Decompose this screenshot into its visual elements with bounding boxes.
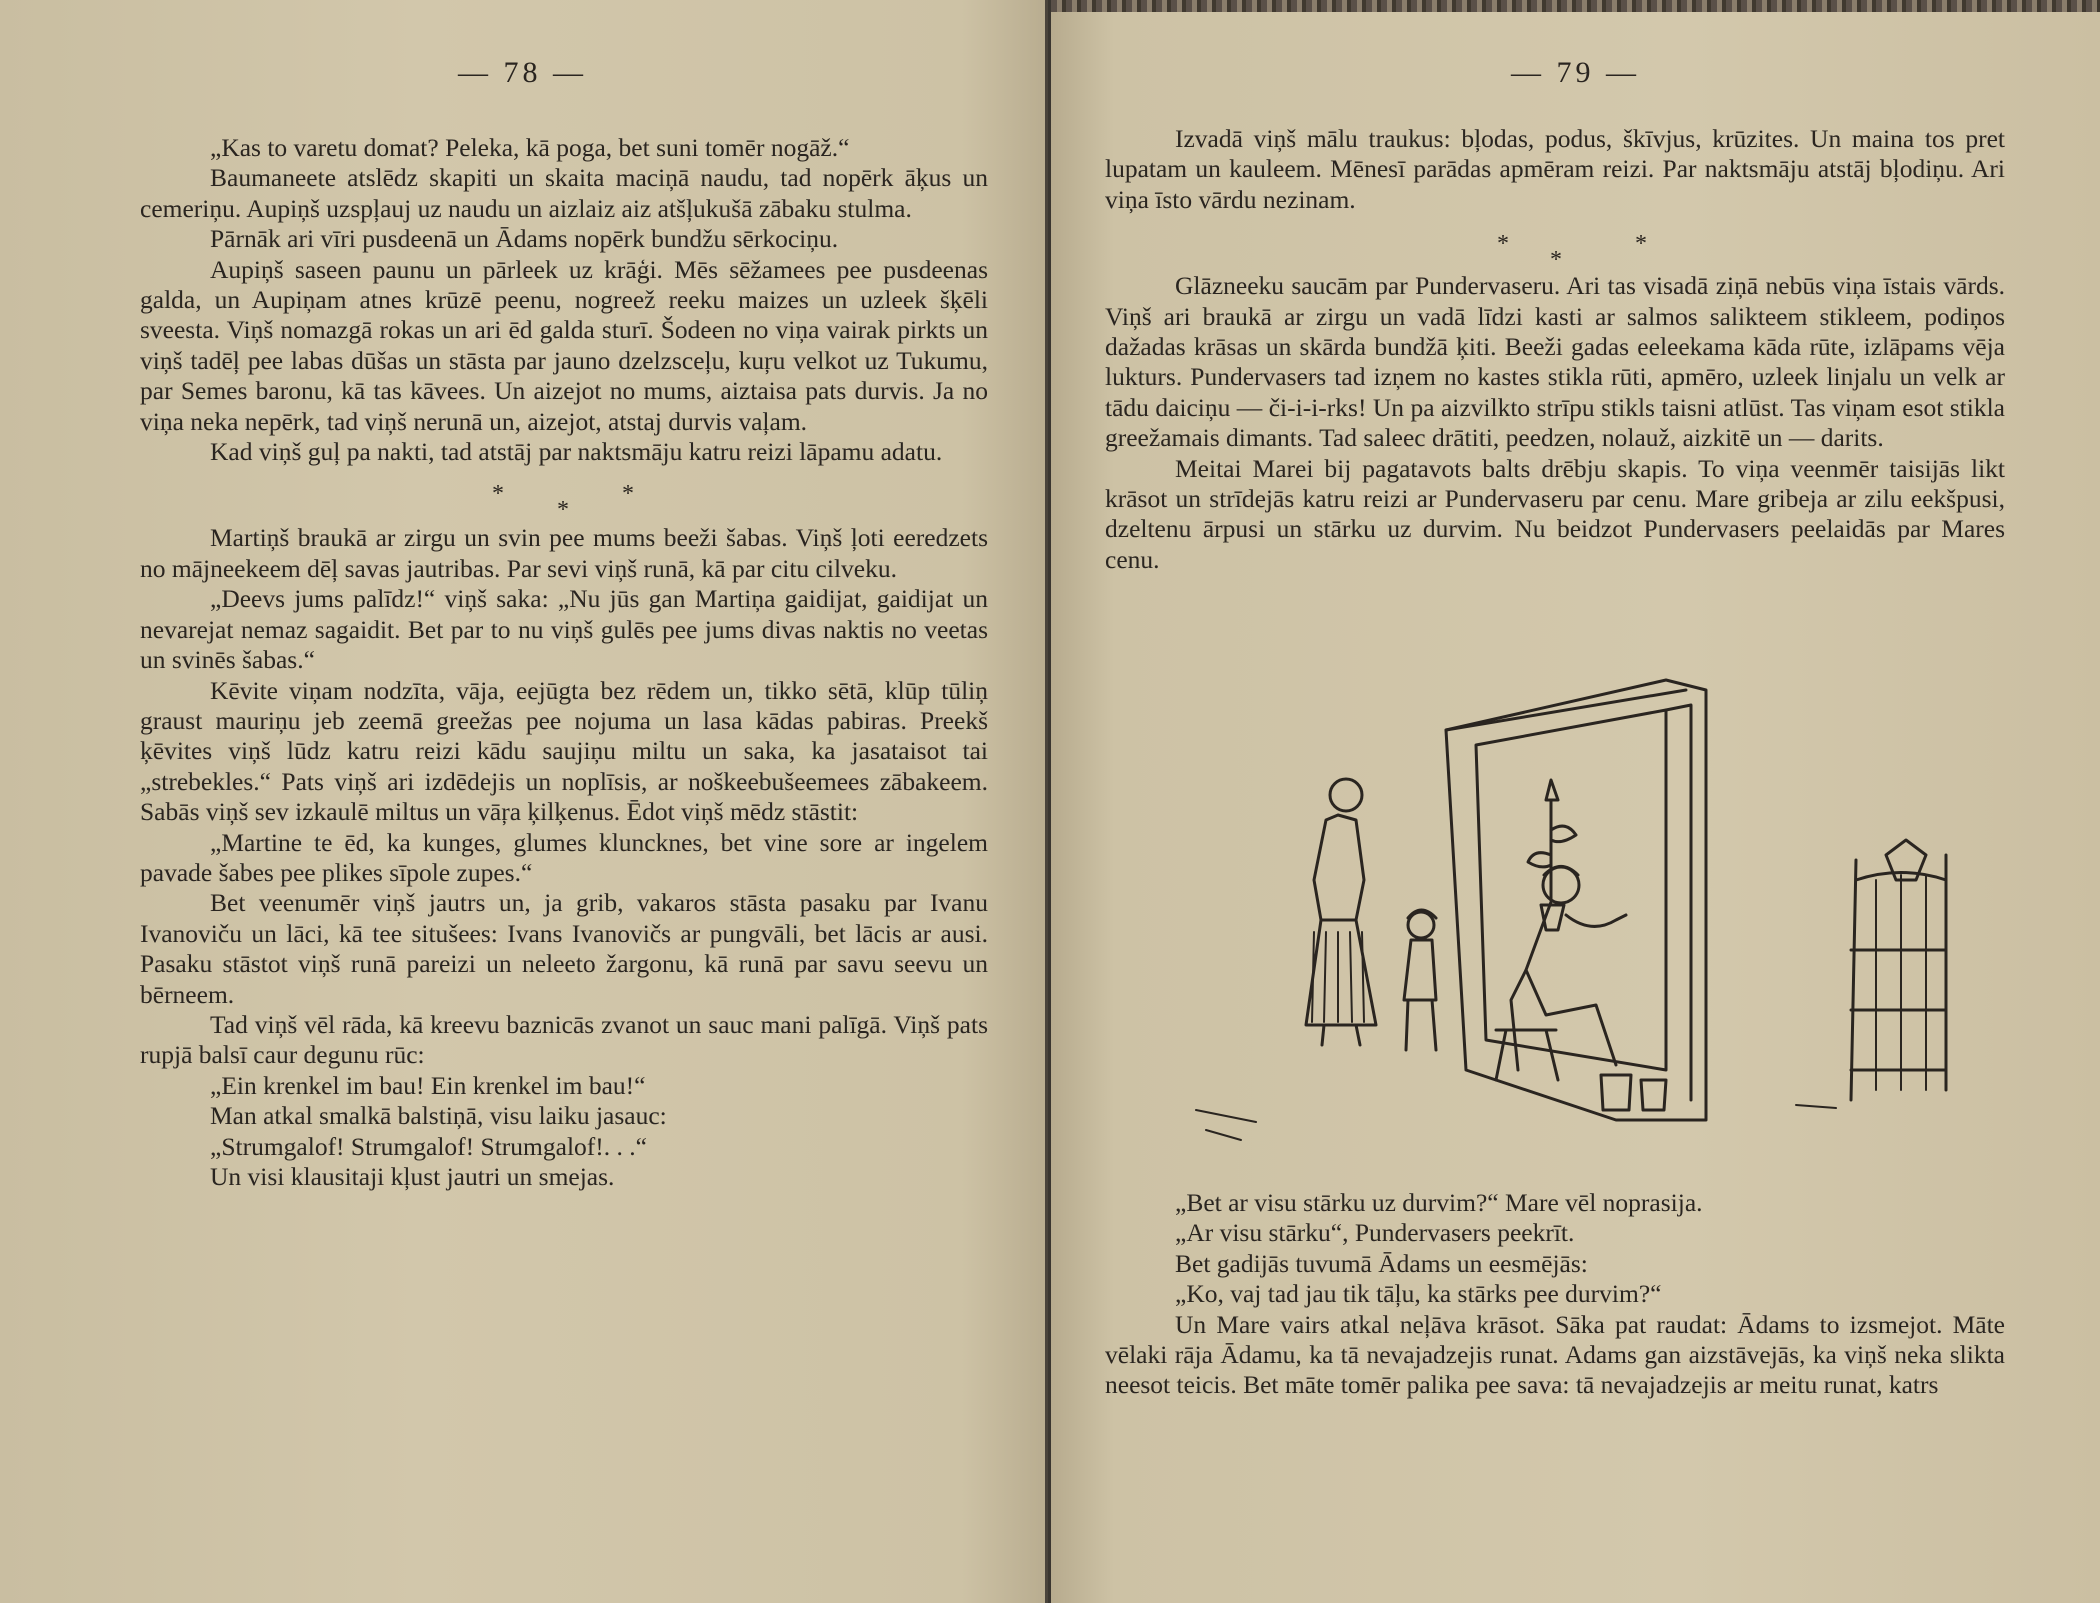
paragraph: „Strumgalof! Strumgalof! Strumgalof!. . .“ [210, 1131, 647, 1161]
separator-star: * [1635, 231, 1647, 258]
paragraph: Martiņš braukā ar zirgu un svin pee mums beeži šabas. Viņš ļoti eeredzets no mājneekeem dēļ savas jautribas. Par sevi viņš runā, kā par citu cilveku. [140, 523, 988, 583]
paragraph: Meitai Marei bij pagatavots balts drēbju skapis. To viņa veenmēr taisijās likt krāsot un strīdejās katru reizi ar Pundervaseru par cenu. Mare gribeja ar zilu eekšpusi, dzeltenu ārpusi un stārku uz durvim. Nu beidzot Pundervasers peelaidās par Mares cenu. [1105, 453, 2005, 574]
section-separator [140, 467, 988, 523]
paragraph: Man atkal smalkā balstiņā, visu laiku jasauc: [210, 1101, 667, 1131]
paragraph: Pārnāk ari vīri pusdeenā un Ādams nopērk bundžu sērkociņu. [210, 224, 839, 254]
paragraph: Un visi klausitaji kļust jautri un smejas. [210, 1162, 615, 1191]
paragraph: „Ein krenkel im bau! Ein krenkel im bau!“ [210, 1070, 646, 1100]
woman-head [1330, 779, 1362, 811]
paragraph: Kad viņš guļ pa nakti, tad atstāj par naktsmāju katru reizi lāpamu adatu. [210, 437, 943, 467]
paragraph: Glāzneeku saucām par Pundervaseru. Ari tas visadā ziņā nebūs viņa īstais vārds. Viņš ari braukā ar zirgu un vadā līdzi kasti ar salmos salikteem stikleem, podiņos dažadas krāsas un skārda bundžā ķiti. Beeži gadas eeleekama kāda rūte, izlāpams vēja lukturs. Pundervasers tad izņem no kastes stikla rūti, apmēro, uzleek linjalu un velk ar tādu daiciņu — či-i-i-rks! Un pa aizvilkto strīpu stikls taisni atlūst. Tas viņam esot stikla greežamais dimants. Tad saleec drātiti, peedzen, nolauž, aizkitē un — darits. [1105, 271, 2005, 453]
paragraph: Izvadā viņš mālu traukus: bļodas, podus, škīvjus, krūzites. Un maina tos pret lupatam un kauleem. Mēnesī parādas apmēram reizi. Par naktsmāju atstāj bļodiņu. Ari viņa īsto vārdu nezinam. [1105, 124, 2005, 214]
separator-star: * [1497, 231, 1509, 258]
left-page-text [140, 133, 988, 1192]
painter-and-wardrobe-illustration [1146, 670, 2016, 1170]
section-separator [1105, 215, 2005, 274]
paragraph: „Ar visu stārku“, Pundervasers peekrīt. [1175, 1218, 1575, 1248]
page-edge-strip [1051, 0, 2100, 12]
right-page-text-bottom [1105, 1188, 2005, 1401]
paragraph: Bet veenumēr viņš jautrs un, ja grib, vakaros stāsta pasaku par Ivanu Ivanoviču un lāci, kā tee situšees: Ivans Ivanovičs ar pungvāli, bet lācis ar ausi. Pasaku stāstot viņš runā pareizi un neleeto žargonu, kā runā par savu seevu un bērneem. [140, 888, 988, 1009]
paragraph: „Bet ar visu stārku uz durvim?“ Mare vēl noprasija. [1175, 1188, 1703, 1217]
paragraph: Aupiņš saseen paunu un pārleek uz krāģi. Mēs sēžamees pee pusdeenas galda, un Aupiņam atnes krūzē peenu, nogreež reeku maizes un uzleek šķēli sveesta. Viņš nomazgā rokas un ari ēd galda sturī. Šodeen no viņa vairak pirkts un viņš tadēļ pee labas dūšas un stāsta par jauno dzelzsceļu, kuŗu velkot uz Tukumu, par Semes baronu, kā tas kāvees. Un aizejot no mums, aiztaisa pats durvis. Ja no viņa neka nepērk, tad viņš nerunā un, aizejot, atstaj durvis vaļam. [140, 254, 988, 436]
right-page-text-top [1105, 124, 2005, 575]
page-number-right: — 79 — [1511, 56, 1640, 89]
paragraph: „Ko, vaj tad jau tik tāļu, ka stārks pee durvim?“ [1175, 1279, 1662, 1309]
separator-star: * [1550, 247, 1562, 274]
paragraph: Bet gadijās tuvumā Ādams un eesmējās: [1175, 1248, 1588, 1278]
page-number-left: — 78 — [458, 56, 587, 89]
left-page [0, 0, 1048, 1603]
paragraph: Tad viņš vēl rāda, kā kreevu baznicās zvanot un sauc mani palīgā. Viņš pats rupjā balsī caur degunu rūc: [140, 1009, 988, 1070]
paragraph: „Kas to varetu domat? Peleka, kā poga, bet suni tomēr nogāž.“ [210, 133, 850, 162]
separator-star: * [492, 481, 504, 508]
separator-star: * [622, 481, 634, 508]
paragraph: „Deevs jums palīdz!“ viņš saka: „Nu jūs gan Martiņa gaidijat, gaidijat un nevarejat nemaz sagaidit. Bet par to nu viņš gulēs pee jums divas naktis no veetas un svinēs šabas.“ [140, 584, 988, 675]
separator-star: * [557, 497, 569, 524]
paragraph: Un Mare vairs atkal neļāva krāsot. Sāka pat raudat: Ādams to izsmejot. Māte vēlaki rāja Ādamu, ka tā nevajadzejis runat. Adams gan aizstāvejās, ka viņš neka slikta neesot teicis. Bet māte tomēr palika pee sava: tā nevajadzejis ar meitu runat, katrs [1105, 1309, 2005, 1400]
paragraph: „Martine te ēd, ka kunges, glumes kluncknes, bet vine sore ar ingelem pavade šabes pee plikes sīpole zupes.“ [140, 827, 988, 887]
wardrobe-door [1476, 710, 1666, 1070]
paragraph: Baumaneete atslēdz skapiti un skaita maciņā naudu, tad nopērk āķus un cemeriņu. Aupiņš uzspļauj uz naudu un aizlaiz aiz atšļukušā zābaku stulma. [140, 163, 988, 223]
right-page [1051, 0, 2100, 1603]
paragraph: Kēvite viņam nodzīta, vāja, eejūgta bez rēdem un, tikko sētā, klūp tūliņ graust mauriņu jeb zeemā greežas pee nojuma un lasa kādas pabiras. Preekš ķēvites viņš lūdz katru reizi kādu saujiņu miltu un saka, ka jasataisot tai „strebekles.“ Pats viņš ari izdēdejis un noplīsis, ar noškeebušeemees zābakeem. Sabās viņš sev izkaulē miltus un vāŗa ķilķenus. Ēdot viņš mēdz stāstit: [140, 675, 988, 827]
